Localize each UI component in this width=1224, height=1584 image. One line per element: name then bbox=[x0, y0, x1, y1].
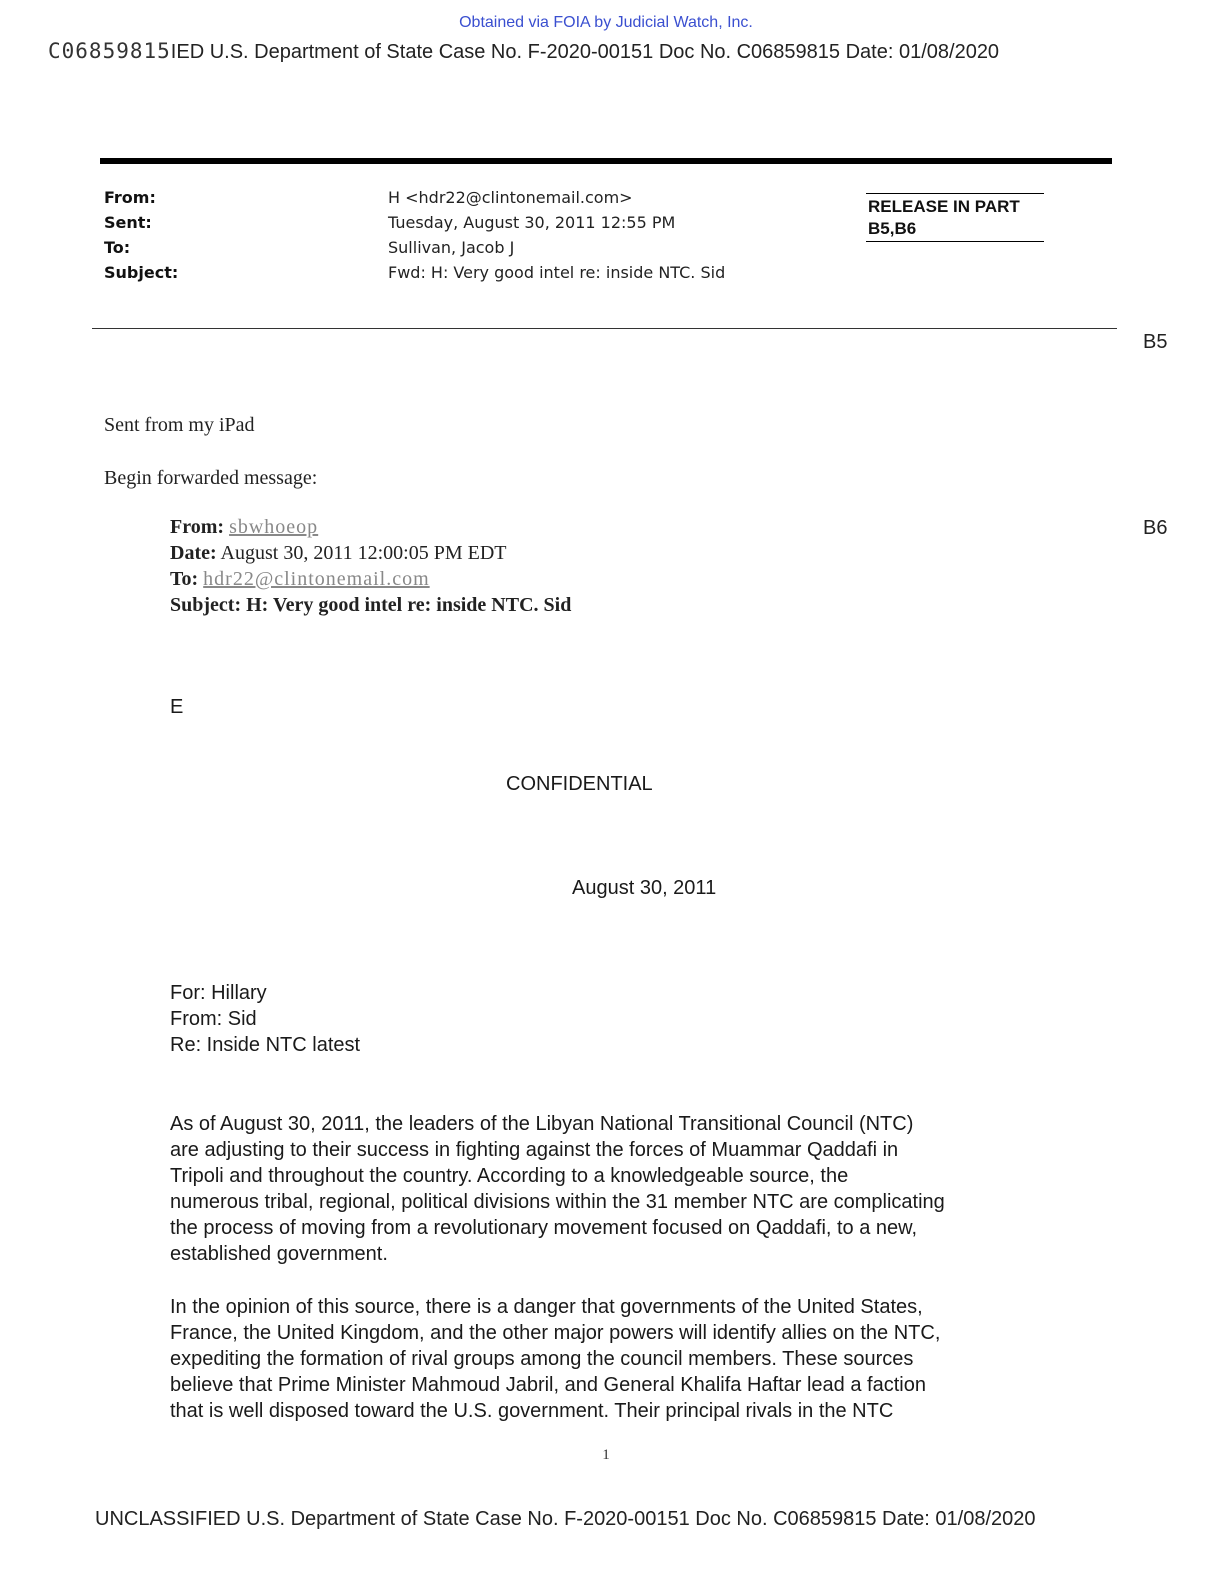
document-footer: UNCLASSIFIED U.S. Department of State Case No. F-2020-00151 Doc No. C06859815 Date: 01/08/2020 bbox=[95, 1508, 1036, 1530]
to-label: To: bbox=[104, 238, 131, 257]
paragraph-line: the process of moving from a revolutionary movement focused on Qaddafi, to a new, bbox=[170, 1217, 918, 1239]
release-in-part-stamp bbox=[866, 193, 1044, 242]
memo-from-line: From: Sid bbox=[170, 1008, 257, 1030]
fwd-date-value: August 30, 2011 12:00:05 PM EDT bbox=[220, 542, 507, 564]
foia-watermark: Obtained via FOIA by Judicial Watch, Inc. bbox=[459, 14, 753, 31]
fwd-to-label: To: bbox=[170, 568, 199, 590]
sent-value: Tuesday, August 30, 2011 12:55 PM bbox=[388, 213, 676, 232]
exemption-code-b5: B5 bbox=[1143, 331, 1168, 353]
paragraph-line: expediting the formation of rival groups among the council members. These sources bbox=[170, 1348, 914, 1370]
paragraph-2 bbox=[170, 1294, 1050, 1424]
release-line-2: B5,B6 bbox=[868, 219, 917, 238]
fwd-subject-value: H: Very good intel re: inside NTC. Sid bbox=[246, 594, 572, 616]
fwd-from-label: From: bbox=[170, 516, 225, 538]
paragraph-line: In the opinion of this source, there is a danger that governments of the United States, bbox=[170, 1296, 923, 1318]
fwd-from-value: sbwhoeop bbox=[229, 516, 319, 538]
paragraph-line: Tripoli and throughout the country. According to a knowledgeable source, the bbox=[170, 1165, 849, 1187]
memo-for-line: For: Hillary bbox=[170, 982, 267, 1004]
header-rule bbox=[100, 158, 1112, 164]
paragraph-line: believe that Prime Minister Mahmoud Jabril, and General Khalifa Haftar lead a faction bbox=[170, 1374, 926, 1396]
paragraph-line: numerous tribal, regional, political divisions within the 31 member NTC are complicating bbox=[170, 1191, 945, 1213]
metadata-divider bbox=[92, 328, 1117, 329]
paragraph-line: that is well disposed toward the U.S. government. Their principal rivals in the NTC bbox=[170, 1400, 894, 1422]
subject-label: Subject: bbox=[104, 263, 179, 282]
fwd-subject-label: Subject: bbox=[170, 594, 242, 616]
release-line-1: RELEASE IN PART bbox=[868, 197, 1020, 216]
paragraph-1 bbox=[170, 1111, 1050, 1267]
memo-re-line: Re: Inside NTC latest bbox=[170, 1034, 361, 1056]
forwarded-date bbox=[170, 542, 506, 565]
to-value: Sullivan, Jacob J bbox=[388, 238, 515, 257]
begin-forwarded-message: Begin forwarded message: bbox=[104, 467, 318, 489]
doc-id-stamp: C06859815 bbox=[48, 39, 171, 63]
memo-date: August 30, 2011 bbox=[572, 877, 717, 899]
sent-label: Sent: bbox=[104, 213, 152, 232]
paragraph-line: As of August 30, 2011, the leaders of the Libyan National Transitional Council (NTC) bbox=[170, 1113, 914, 1135]
subject-value: Fwd: H: Very good intel re: inside NTC. Sid bbox=[388, 263, 726, 282]
fwd-to-value: hdr22@clintonemail.com bbox=[203, 568, 430, 590]
document-header bbox=[48, 39, 999, 64]
forwarded-from bbox=[170, 516, 318, 539]
fwd-date-label: Date: bbox=[170, 542, 217, 564]
paragraph-line: are adjusting to their success in fighting against the forces of Muammar Qaddafi in bbox=[170, 1139, 899, 1161]
forwarded-subject bbox=[170, 594, 571, 617]
from-label: From: bbox=[104, 188, 156, 207]
from-value: H <hdr22@clintonemail.com> bbox=[388, 188, 633, 207]
classification-label: CONFIDENTIAL bbox=[506, 773, 653, 795]
forwarded-to bbox=[170, 568, 430, 591]
header-text: IED U.S. Department of State Case No. F-2020-00151 Doc No. C06859815 Date: 01/08/2020 bbox=[170, 41, 1000, 63]
paragraph-line: France, the United Kingdom, and the other major powers will identify allies on the NTC, bbox=[170, 1322, 941, 1344]
page-number: 1 bbox=[602, 1447, 610, 1463]
memo-initial: E bbox=[170, 696, 184, 718]
paragraph-line: established government. bbox=[170, 1243, 388, 1265]
exemption-code-b6: B6 bbox=[1143, 517, 1168, 539]
sent-from-ipad: Sent from my iPad bbox=[104, 414, 255, 436]
